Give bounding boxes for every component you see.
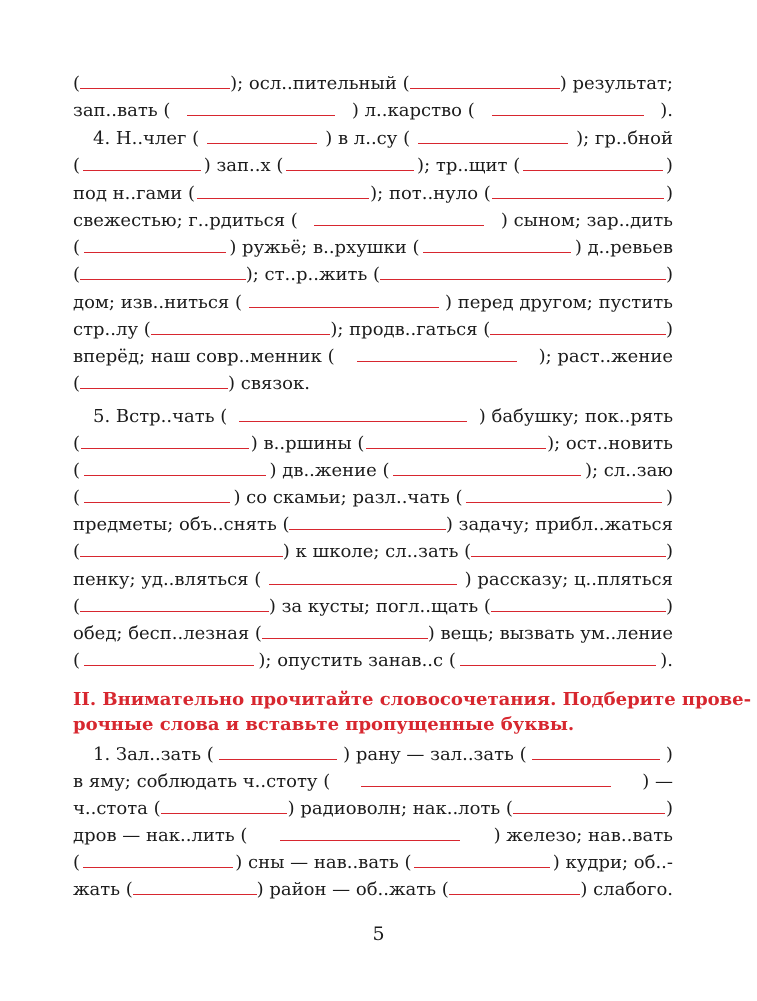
answer-blank[interactable] [80, 70, 230, 89]
answer-blank[interactable] [151, 316, 331, 335]
exercise-5-line-10: ( ); опустить занав..с ( ). [73, 647, 673, 674]
answer-blank[interactable] [80, 261, 246, 280]
section-2-heading-line-1: II. Внимательно прочитайте словосочетания. Подберите прове- [73, 689, 752, 710]
answer-blank[interactable] [262, 620, 428, 639]
exercise-4-line-8: стр..лу ( ); продв..гаться ( ) [73, 316, 673, 343]
answer-blank[interactable] [161, 795, 287, 814]
answer-blank[interactable] [460, 647, 656, 666]
answer-blank[interactable] [84, 647, 254, 666]
page-number: 5 [372, 923, 385, 945]
answer-blank[interactable] [84, 457, 266, 476]
exercise-4-line-6: ( ); ст..р..жить ( ) [73, 261, 673, 288]
exercise-5-line-9: обед; бесп..лезная ( ) вещь; вызвать ум..ление [73, 620, 673, 647]
answer-blank[interactable] [423, 234, 571, 253]
answer-blank[interactable] [532, 741, 660, 760]
exercise-5-line-3: ( ) дв..жение ( ); сл..заю [73, 457, 673, 484]
answer-blank[interactable] [418, 125, 568, 144]
answer-blank[interactable] [249, 289, 439, 308]
answer-blank[interactable] [466, 484, 662, 503]
text-line: зап..вать ( ) л..карство ( ). [73, 97, 673, 124]
exercise-5-line-5: предметы; объ..снять ( ) задачу; прибл..жаться [73, 511, 673, 538]
answer-blank[interactable] [289, 511, 445, 530]
exercise-5-line-6: ( ) к школе; сл..зать ( ) [73, 538, 673, 565]
exercise-5-line-2: ( ) в..ршины ( ); ост..новить [73, 430, 673, 457]
answer-blank[interactable] [449, 876, 581, 895]
answer-blank[interactable] [84, 484, 230, 503]
answer-blank[interactable] [80, 370, 228, 389]
answer-blank[interactable] [280, 822, 460, 841]
answer-blank[interactable] [314, 207, 484, 226]
answer-blank[interactable] [83, 849, 233, 868]
answer-blank[interactable] [219, 741, 337, 760]
answer-blank[interactable] [471, 538, 666, 557]
exercise-4-line-7: дом; изв..ниться ( ) перед другом; пустить [73, 289, 673, 316]
exercise-s2-1-line-3: ч..стота ( ) радиоволн; нак..лоть ( ) [73, 795, 673, 822]
answer-blank[interactable] [491, 593, 666, 612]
exercise-4-line-2: ( ) зап..х ( ); тр..щит ( ) [73, 152, 673, 179]
answer-blank[interactable] [414, 849, 550, 868]
exercise-s2-1-line-2: в яму; соблюдать ч..стоту ( ) — [73, 768, 673, 795]
section-2-heading-line-2: рочные слова и вставьте пропущенные буквы. [73, 714, 575, 735]
exercise-4-line-9: вперёд; наш совр..менник ( ); раст..жение [73, 343, 673, 370]
exercise-4-line-5: ( ) ружьё; в..рхушки ( ) д..ревьев [73, 234, 673, 261]
answer-blank[interactable] [83, 152, 201, 171]
exercise-s2-1-line-5: ( ) сны — нав..вать ( ) кудри; об..- [73, 849, 673, 876]
exercise-4-line-4: свежестью; г..рдиться ( ) сыном; зар..дить [73, 207, 673, 234]
exercise-s2-1-line-1: 1. Зал..зать ( ) рану — зал..зать ( ) [73, 741, 673, 768]
exercise-5-line-7: пенку; уд..вляться ( ) рассказу; ц..пляться [73, 566, 673, 593]
answer-blank[interactable] [361, 768, 611, 787]
answer-blank[interactable] [366, 430, 546, 449]
answer-blank[interactable] [513, 795, 665, 814]
answer-blank[interactable] [197, 180, 369, 199]
answer-blank[interactable] [393, 457, 581, 476]
exercise-4-line-10: ( ) связок. [73, 370, 673, 397]
answer-blank[interactable] [492, 97, 644, 116]
exercise-5-line-8: ( ) за кусты; погл..щать ( ) [73, 593, 673, 620]
exercise-5-line-4: ( ) со скамьи; разл..чать ( ) [73, 484, 673, 511]
answer-blank[interactable] [269, 566, 457, 585]
text-line: ( ); осл..пительный ( ) результат; [73, 70, 673, 97]
answer-blank[interactable] [380, 261, 666, 280]
answer-blank[interactable] [133, 876, 257, 895]
exercise-s2-1-line-6: жать ( ) район — об..жать ( ) слабого. [73, 876, 673, 903]
answer-blank[interactable] [410, 70, 560, 89]
answer-blank[interactable] [357, 343, 517, 362]
answer-blank[interactable] [239, 403, 467, 422]
answer-blank[interactable] [81, 430, 249, 449]
answer-blank[interactable] [492, 180, 664, 199]
answer-blank[interactable] [523, 152, 663, 171]
answer-blank[interactable] [80, 538, 283, 557]
exercise-s2-1-line-4: дров — нак..лить ( ) железо; нав..вать [73, 822, 673, 849]
answer-blank[interactable] [490, 316, 666, 335]
answer-blank[interactable] [80, 593, 269, 612]
exercise-4-line-3: под н..гами ( ); пот..нуло ( ) [73, 180, 673, 207]
answer-blank[interactable] [207, 125, 317, 144]
answer-blank[interactable] [84, 234, 226, 253]
exercise-4-line-1: 4. Н..члег ( ) в л..су ( ); гр..бной [73, 125, 673, 152]
exercise-5-line-1: 5. Встр..чать ( ) бабушку; пок..рять [73, 403, 673, 430]
answer-blank[interactable] [286, 152, 414, 171]
answer-blank[interactable] [187, 97, 335, 116]
